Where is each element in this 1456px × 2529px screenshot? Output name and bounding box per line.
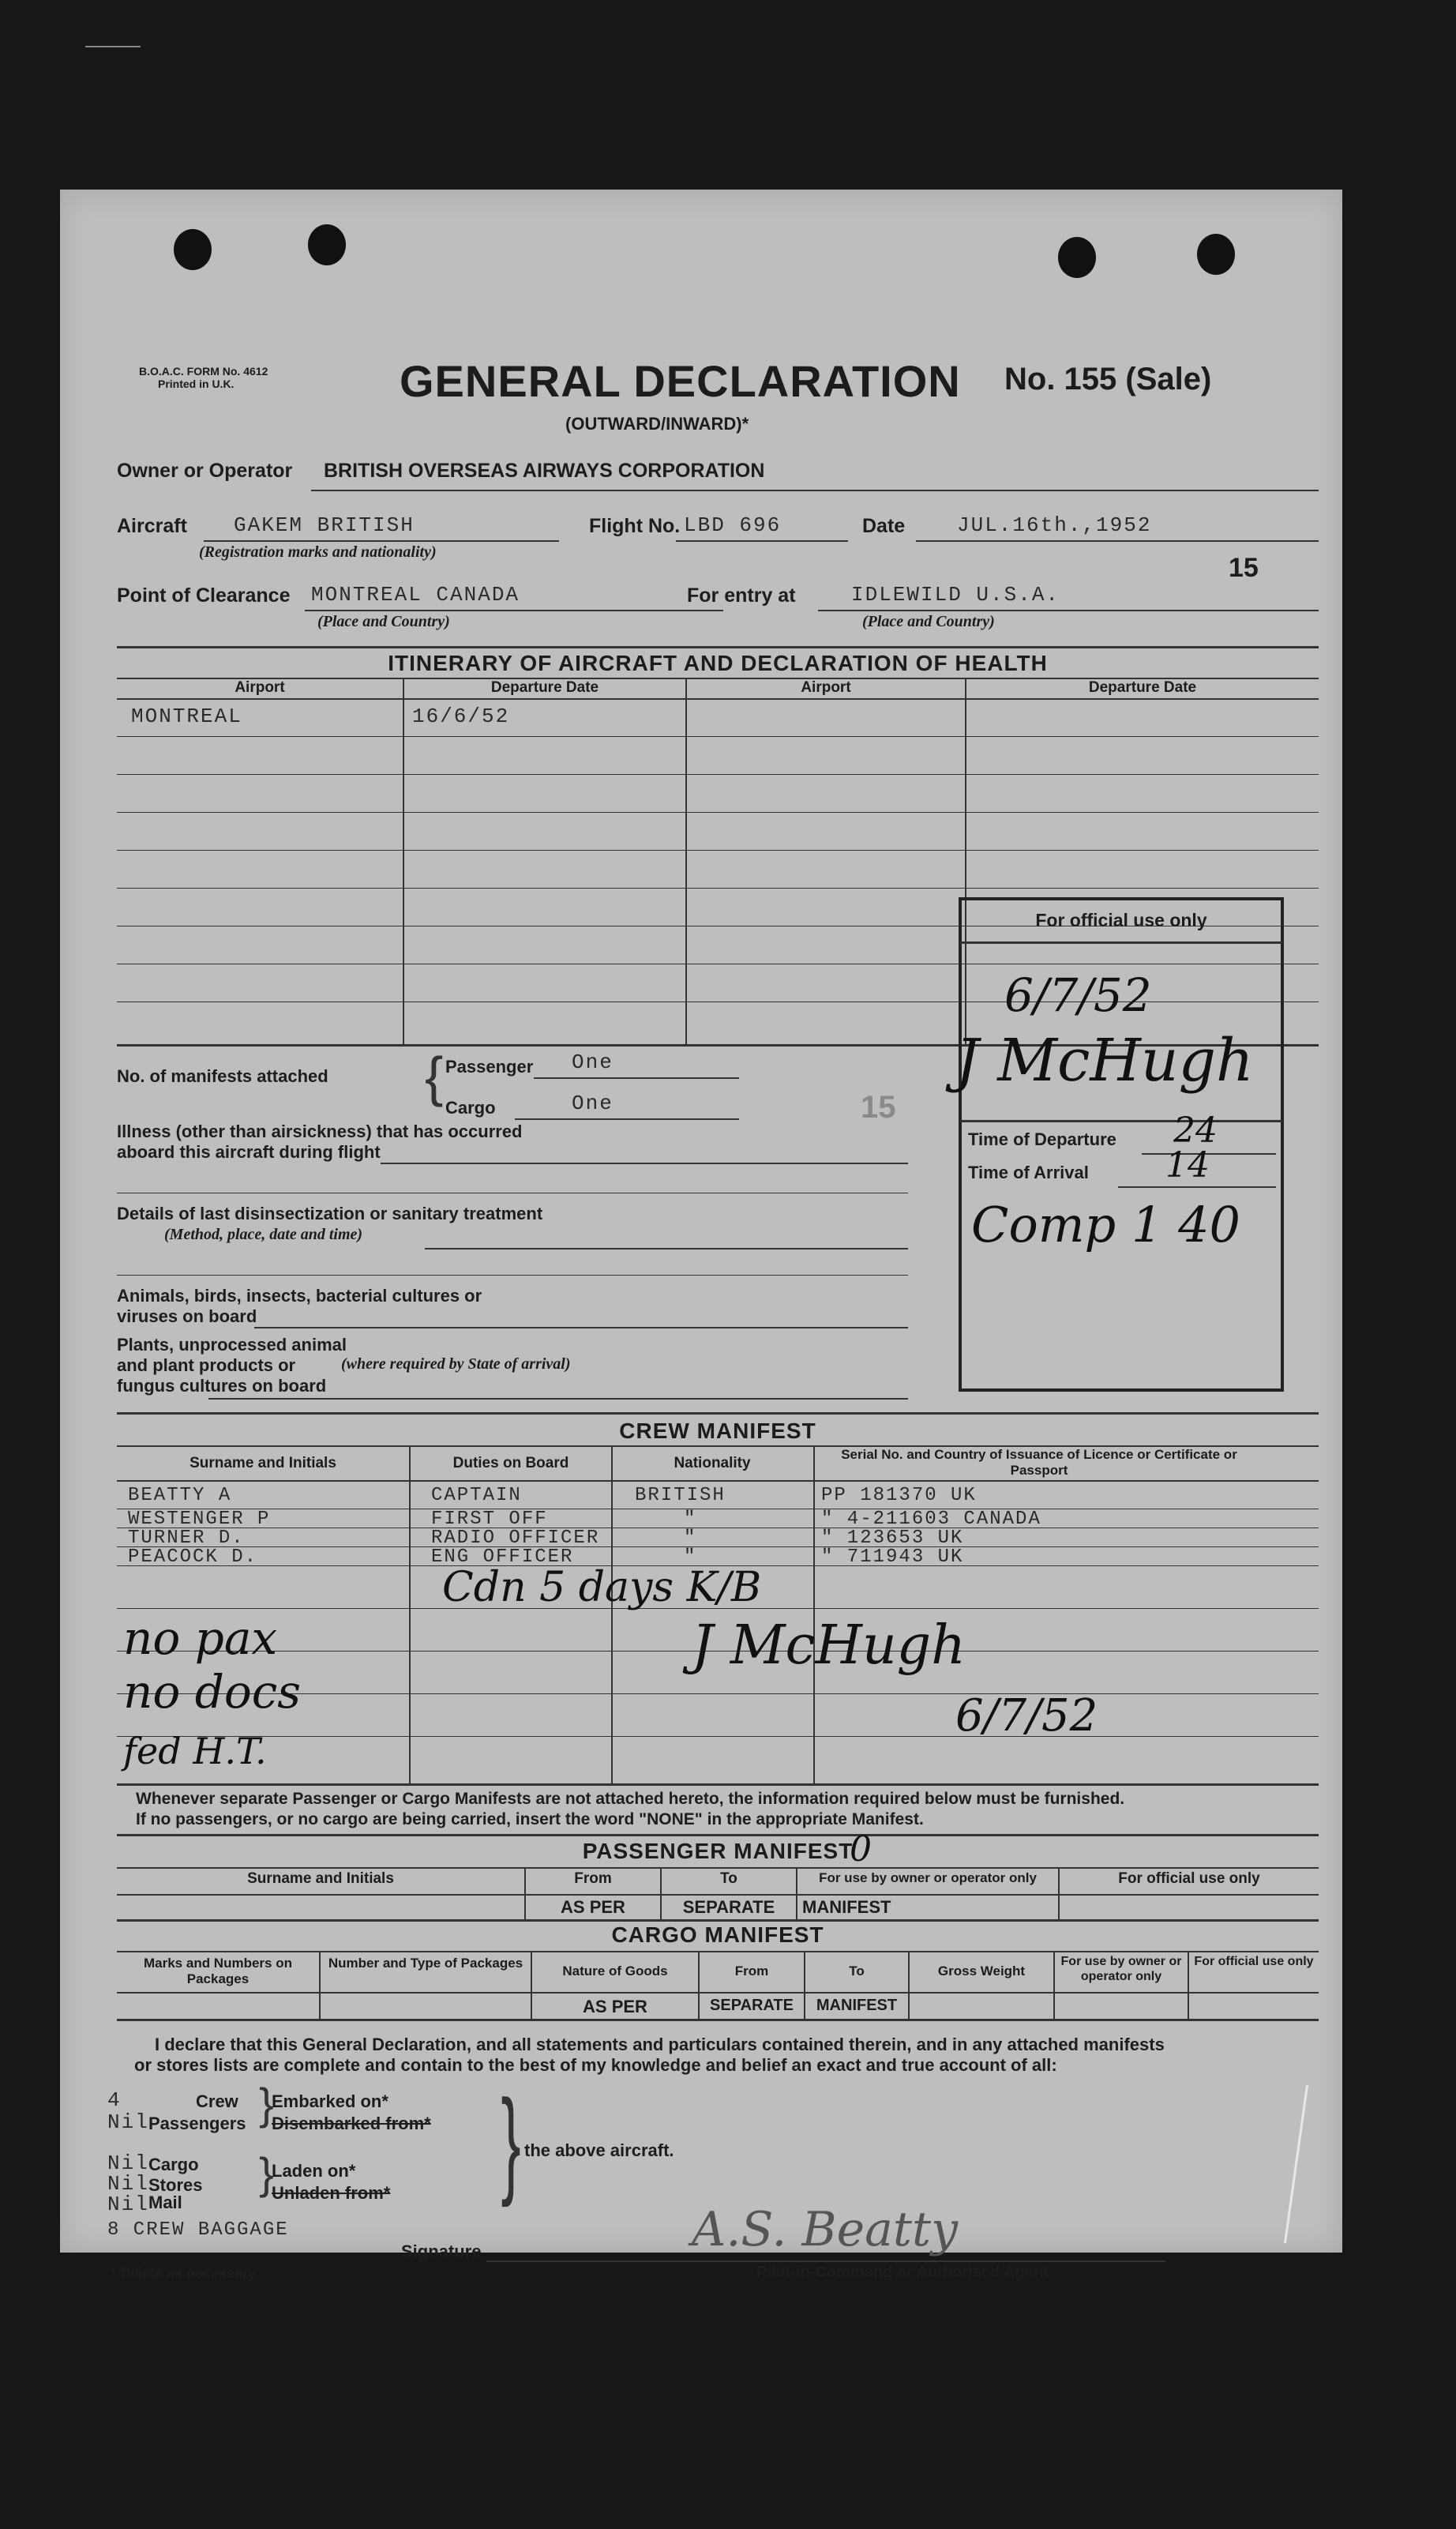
punch-hole [1197, 234, 1235, 275]
stores-count: Nil [107, 2172, 149, 2196]
crew-baggage: 8 CREW BAGGAGE [107, 2219, 289, 2241]
crew-row-2-duty: FIRST OFF [431, 1509, 548, 1530]
stamp-number: 15 [861, 1090, 896, 1125]
plants-note: (where required by State of arrival) [341, 1355, 571, 1373]
crew-row-3-duty: RADIO OFFICER [431, 1528, 600, 1549]
comp-hw: Comp 1 40 [971, 1196, 1240, 1253]
crew-row-3-name: TURNER D. [128, 1528, 245, 1549]
flight-value: LBD 696 [684, 513, 782, 537]
owner-value: BRITISH OVERSEAS AIRWAYS CORPORATION [324, 460, 765, 482]
pm-col-to: To [720, 1870, 737, 1887]
crew-hw-nopax: no pax [123, 1611, 278, 1665]
disinsect-note: (Method, place, date and time) [164, 1226, 363, 1243]
cm-row-goods: AS PER [583, 1997, 647, 2016]
crew-hw-note: Cdn 5 days K/B [442, 1564, 762, 1611]
crew-row-2-nat: " [684, 1509, 697, 1530]
itinerary-title: ITINERARY OF AIRCRAFT AND DECLARATION OF HEALTH [388, 651, 1048, 675]
mail-count-label: Mail [148, 2193, 182, 2212]
official-date-hw: 6/7/52 [1004, 968, 1152, 1022]
notice-line-2: If no passengers, or no cargo are being carried, insert the word "NONE" in the appropriate Manifest. [136, 1810, 924, 1828]
brace-2: } [259, 2148, 274, 2198]
itinerary-date: 16/6/52 [412, 705, 510, 728]
crew-row-4-duty: ENG OFFICER [431, 1546, 574, 1568]
stores-count-label: Stores [148, 2175, 203, 2195]
manifests-label: No. of manifests attached [117, 1066, 328, 1086]
plants-label: Plants, unprocessed animal and plant products or fungus cultures on board [117, 1335, 347, 1396]
passengers-count-label: Passengers [148, 2114, 246, 2133]
crew-hw-fed: fed H.T. [123, 1730, 267, 1772]
flight-label: Flight No. [589, 515, 681, 537]
date-value: JUL.16th.,1952 [957, 513, 1152, 537]
arrival-label: Time of Arrival [968, 1163, 1089, 1182]
cargo-count-label: Cargo [148, 2155, 199, 2174]
crew-row-4-name: PEACOCK D. [128, 1546, 258, 1568]
departure-label: Time of Departure [968, 1129, 1116, 1149]
crew-row-2-name: WESTENGER P [128, 1509, 271, 1530]
itinerary-col-airport: Airport [235, 679, 285, 696]
clearance-note: (Place and Country) [317, 613, 450, 630]
brace-big: } [501, 2075, 521, 2208]
cm-row-to: MANIFEST [816, 1997, 898, 2014]
aircraft-value: GAKEM BRITISH [234, 513, 415, 537]
declaration-form [60, 190, 1342, 2281]
official-title: For official use only [1035, 910, 1207, 930]
cargo-count: Nil [107, 2151, 149, 2175]
cm-col-weight: Gross Weight [937, 1963, 1026, 1978]
owner-label: Owner or Operator [117, 460, 293, 482]
brace-1: } [259, 2079, 274, 2129]
declaration-text-1: I declare that this General Declaration, and all statements and particulars contained therein, and in any attached manifests [155, 2035, 1165, 2054]
above-aircraft: the above aircraft. [524, 2140, 674, 2160]
cargo-value: One [572, 1092, 614, 1115]
passenger-label: Passenger [445, 1057, 534, 1077]
cm-col-official: For official use only [1194, 1955, 1314, 1968]
unladen-label: Unladen from* [272, 2183, 391, 2203]
cm-col-owner: For use by owner or operator only [1060, 1955, 1182, 1983]
crew-col-surname: Surname and Initials [190, 1455, 336, 1471]
passenger-manifest-hw: 0 [850, 1829, 872, 1870]
entry-label: For entry at [687, 584, 796, 607]
passengers-count: Nil [107, 2110, 149, 2134]
animals-label: Animals, birds, insects, bacterial cultures or viruses on board [117, 1286, 482, 1326]
passenger-value: One [572, 1050, 614, 1074]
pm-row-to: SEPARATE [682, 1897, 775, 1917]
cm-col-to: To [849, 1963, 865, 1978]
embarked-label: Embarked on* [272, 2091, 388, 2111]
illness-label: Illness (other than airsickness) that has occurred aboard this aircraft during flight [117, 1122, 523, 1162]
punch-hole [1058, 237, 1096, 278]
clearance-value: MONTREAL CANADA [311, 583, 520, 607]
punch-hole [174, 229, 212, 270]
cargo-manifest-title: CARGO MANIFEST [611, 1922, 824, 1947]
signature-label: Signature [401, 2242, 482, 2261]
cm-col-from: From [734, 1963, 769, 1978]
page-number: 15 [1229, 553, 1259, 583]
crew-row-1-name: BEATTY A [128, 1485, 232, 1506]
crew-row-3-nat: " [684, 1528, 697, 1549]
itinerary-airport: MONTREAL [131, 705, 242, 728]
crew-col-duties: Duties on Board [452, 1455, 569, 1471]
crew-title: CREW MANIFEST [619, 1419, 816, 1443]
crew-count: 4 [107, 2088, 122, 2112]
form-title: GENERAL DECLARATION [400, 356, 961, 406]
pm-col-owner: For use by owner or operator only [819, 1870, 1037, 1885]
pm-row-from: AS PER [561, 1897, 625, 1917]
mail-count: Nil [107, 2193, 149, 2216]
crew-hw-date: 6/7/52 [955, 1690, 1098, 1742]
disembarked-label: Disembarked from* [272, 2114, 431, 2133]
crew-col-serial: Serial No. and Country of Issuance of Licence or Certificate or Passport [841, 1447, 1237, 1478]
scan-mark [85, 46, 141, 47]
pm-col-surname: Surname and Initials [247, 1870, 394, 1887]
crew-hw-signature: J McHugh [692, 1614, 966, 1677]
laden-label: Laden on* [272, 2161, 356, 2181]
cargo-label: Cargo [445, 1098, 496, 1118]
crew-count-label: Crew [196, 2091, 238, 2111]
crew-row-4-nat: " [684, 1546, 697, 1568]
crew-row-1-nat: BRITISH [635, 1485, 726, 1506]
printed-in: Printed in U.K. [158, 378, 235, 390]
cm-col-marks: Marks and Numbers on Packages [144, 1956, 292, 1986]
entry-value: IDLEWILD U.S.A. [851, 583, 1060, 607]
entry-note: (Place and Country) [862, 613, 995, 630]
crew-col-nationality: Nationality [674, 1455, 751, 1471]
delete-note: * Delete as necessary. [111, 2265, 259, 2281]
form-number: B.O.A.C. FORM No. 4612 [139, 365, 268, 378]
pm-row-owner: MANIFEST [802, 1897, 891, 1917]
punch-hole [308, 224, 346, 265]
itinerary-col-departure: Departure Date [490, 679, 599, 696]
official-signature-hw: J McHugh [955, 1027, 1254, 1095]
pm-col-from: From [574, 1870, 612, 1887]
signature-hw: A.S. Beatty [692, 2202, 959, 2257]
arrival-hw: 14 [1165, 1145, 1210, 1186]
itinerary-col-departure-2: Departure Date [1088, 679, 1197, 696]
cm-col-goods: Nature of Goods [562, 1963, 668, 1978]
manifests-brace: { [425, 1046, 444, 1107]
form-subtitle: (OUTWARD/INWARD)* [565, 414, 749, 434]
clearance-label: Point of Clearance [117, 584, 291, 607]
crew-row-4-serial: " 711943 UK [821, 1546, 964, 1568]
aircraft-label: Aircraft [117, 515, 187, 537]
date-label: Date [862, 515, 906, 537]
disinsect-label: Details of last disinsectization or sanitary treatment [117, 1204, 543, 1223]
crew-row-1-duty: CAPTAIN [431, 1485, 522, 1506]
crew-row-1-serial: PP 181370 UK [821, 1485, 977, 1506]
pm-col-official: For official use only [1118, 1870, 1260, 1887]
passenger-manifest-title: PASSENGER MANIFEST [582, 1839, 854, 1863]
notice-line-1: Whenever separate Passenger or Cargo Manifests are not attached hereto, the information required below must be furnished. [136, 1790, 1125, 1808]
aircraft-note: (Registration marks and nationality) [199, 543, 437, 561]
cm-row-from: SEPARATE [710, 1997, 794, 2014]
form-serial: No. 155 (Sale) [1004, 362, 1212, 396]
itinerary-col-airport-2: Airport [801, 679, 851, 696]
crew-hw-nodocs: no docs [123, 1665, 302, 1719]
departure-hw: 24 [1173, 1110, 1218, 1151]
pilot-label: Pilot-in-Command or Authorised Agent [756, 2264, 1049, 2281]
cm-col-packages: Number and Type of Packages [328, 1956, 523, 1971]
crew-row-2-serial: " 4-211603 CANADA [821, 1509, 1041, 1530]
crew-row-3-serial: " 123653 UK [821, 1528, 964, 1549]
declaration-text-2: or stores lists are complete and contain to the best of my knowledge and belief an exact and true account of all: [134, 2055, 1057, 2075]
